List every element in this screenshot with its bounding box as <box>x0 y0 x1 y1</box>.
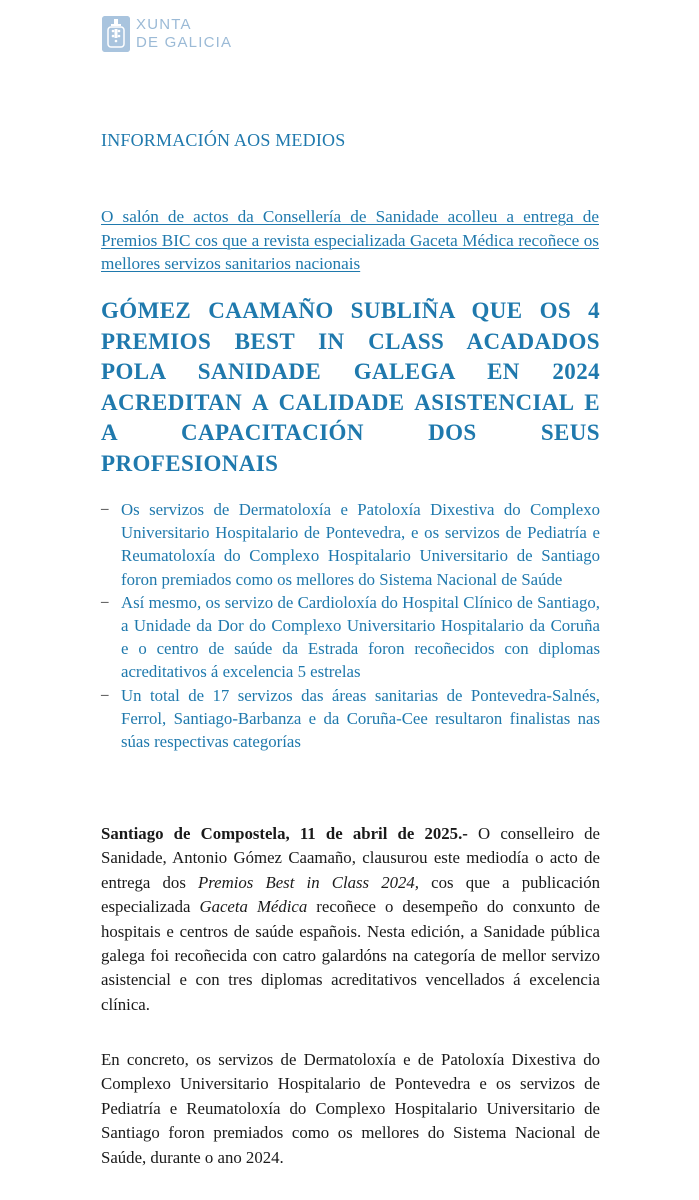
bullet-dash: – <box>101 686 109 703</box>
list-item <box>101 591 600 684</box>
body-paragraph-2: En concreto, os servizos de Dermatoloxía e de Patoloxía Dixestiva do Complexo Universitario Hospitalario de Pontevedra e os servizos de Pediatría e Reumatoloxía do Complexo Hospitalario Universitario de Santiago foron premiados como os mellores do Sistema Nacional de Saúde, durante o ano 2024. <box>101 1050 600 1167</box>
logo-wordmark <box>136 16 232 52</box>
coat-of-arms-icon <box>102 16 130 52</box>
list-item-text: Os servizos de Dermatoloxía e Patoloxía Dixestiva do Complexo Universitario Hospitalario de Pontevedra, e os servizos de Pediatría e Reumatoloxía do Complexo Hospitalario Universitario de Santiago foron premiados como os mellores do Sistema Nacional de Saúde <box>121 500 600 589</box>
dateline: Santiago de Compostela, 11 de abril de 2025.- <box>101 824 468 843</box>
bullet-dash: – <box>101 593 109 610</box>
list-item-text: Así mesmo, os servizo de Cardioloxía do Hospital Clínico de Santiago, a Unidade da Dor do Complexo Universitario Hospitalario da Coruña e o centro de saúde da Estrada foron recoñecidos con diplomas acreditativos á excelencia 5 estrelas <box>121 592 600 682</box>
list-item <box>101 498 600 591</box>
lead-summary: O salón de actos da Consellería de Sanidade acolleu a entrega de Premios BIC cos que a revista especializada Gaceta Médica recoñece os mellores servizos sanitarios nacionais <box>101 207 599 273</box>
publication-name: Gaceta Médica <box>199 897 308 917</box>
headline: GÓMEZ CAAMAÑO SUBLIÑA QUE OS 4 PREMIOS BEST IN CLASS ACADADOS POLA SANIDADE GALEGA EN 2024 ACREDITAN A CALIDADE ASISTENCIAL E A CAPACITACIÓN DOS SEUS PROFESIONAIS <box>101 298 600 476</box>
list-item-text: Un total de 17 servizos das áreas sanitarias de Pontevedra-Salnés, Ferrol, Santiago-Barbanza e da Coruña-Cee resultaron finalistas nas súas respectivas categorías <box>121 685 600 752</box>
body-text-a: O conselleiro de Sanidade, Antonio Gómez Caamaño, clausurou este mediodía o acto de entrega dos <box>101 824 600 892</box>
bullet-dash: – <box>101 501 109 517</box>
highlights-list <box>101 498 600 753</box>
logo-line-1: XUNTA <box>136 16 192 33</box>
award-name: Premios Best in Class 2024, <box>198 872 419 892</box>
logo-line-2: DE GALICIA <box>136 34 233 51</box>
list-item <box>101 684 600 754</box>
body-text-b: cos que a publicación especializada <box>101 872 600 917</box>
body-paragraph-1 <box>101 822 600 1017</box>
section-label: INFORMACIÓN AOS MEDIOS <box>101 130 346 150</box>
xunta-logo <box>102 16 232 52</box>
body-text-c: recoñece o desempeño do conxunto de hospitais e centros de saúde españois. Nesta edición, a Sanidade pública galega foi recoñecida con catro galardóns na categoría de mellor servizo asistencial e con tres diplomas acreditativos vencellados á excelencia clínica. <box>101 897 600 1014</box>
